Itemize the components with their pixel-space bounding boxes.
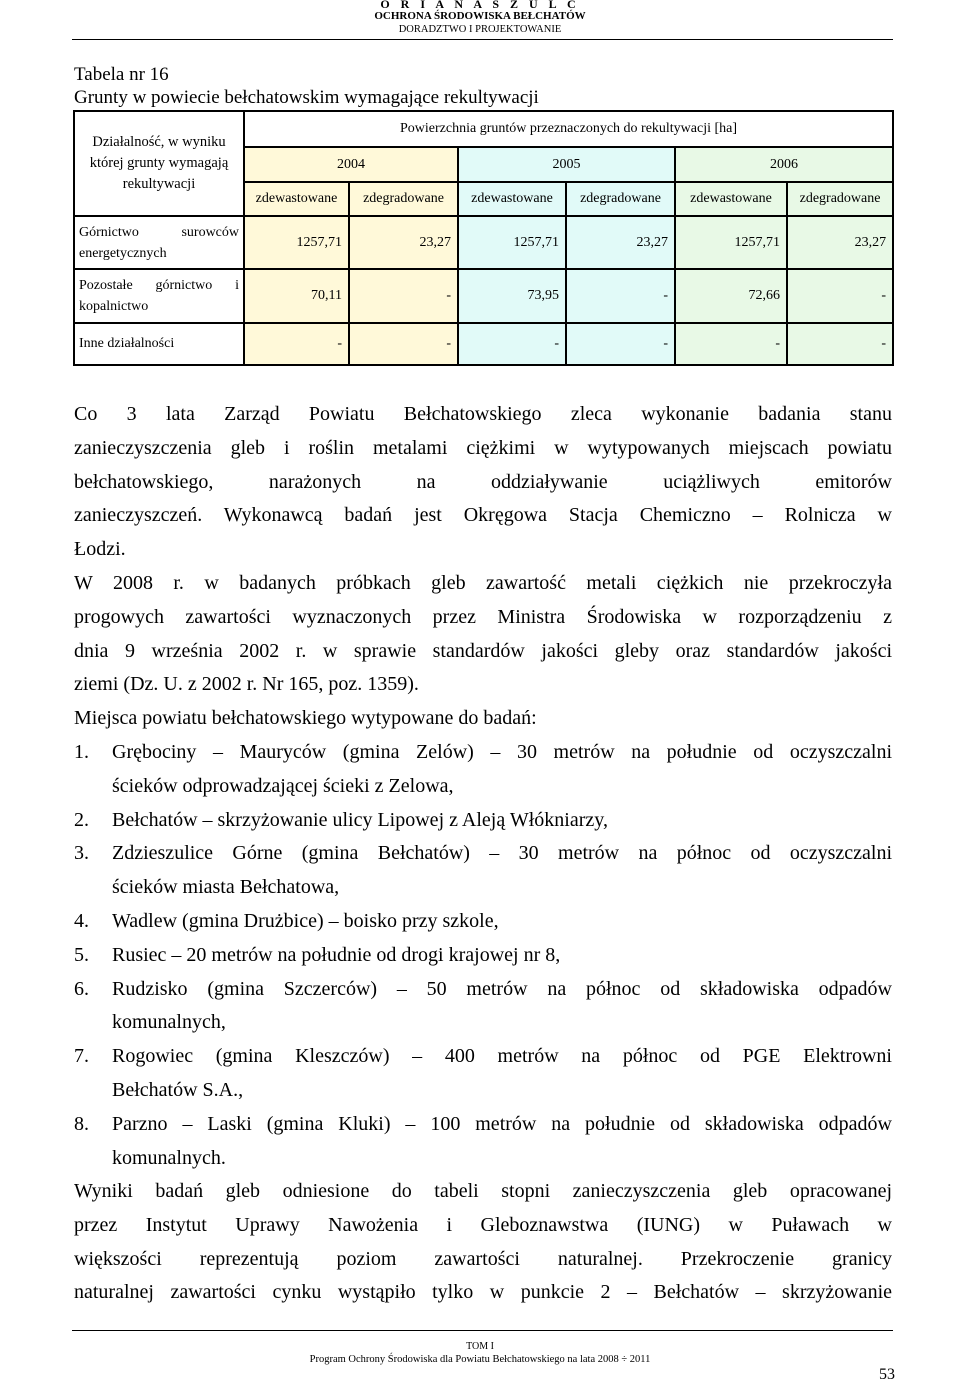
text-line: Miejsca powiatu bełchatowskiego wytypowane do badań: (74, 707, 537, 729)
list-number: 4. (74, 909, 89, 932)
list-number: 1. (74, 741, 89, 763)
year-2005: 2005 (458, 147, 675, 182)
cell-value: - (566, 323, 675, 365)
cell-value: - (458, 323, 566, 365)
row-header-cell: Działalność, w wyniku której grunty wymagają rekultywacji (74, 111, 244, 216)
text-line: Bełchatów – skrzyżowanie ulicy Lipowej z Aleją Włókniarzy, (112, 808, 608, 831)
cell-value: - (787, 323, 893, 365)
text-line: zanieczyszczenia gleb i roślin metalami ciężkimi w wytypowanych miejscach powiatu (74, 436, 892, 459)
row-label: Górnictwo surowców energetycznych (74, 216, 244, 269)
table-row (74, 216, 893, 269)
row-label: Inne działalności (74, 323, 244, 365)
header-line2: OCHRONA ŚRODOWISKA BEŁCHATÓW (374, 10, 586, 22)
cell-value: - (244, 323, 349, 365)
list-item (74, 939, 892, 973)
text-line: bełchatowskiego, narażonych na oddziaływanie uciążliwych emitorów (74, 470, 892, 493)
text-line: Wadlew (gmina Drużbice) – boisko przy szkole, (112, 909, 499, 932)
text-line: Co 3 lata Zarząd Powiatu Bełchatowskiego zleca wykonanie badania stanu (74, 403, 892, 425)
text-line: komunalnych, (112, 1011, 226, 1034)
list-number: 2. (74, 808, 89, 831)
text-line: Łodzi. (74, 538, 126, 561)
subheader: zdegradowane (349, 182, 458, 216)
table-number: Tabela nr 16 (74, 64, 169, 85)
paragraph-2008-results (74, 567, 892, 702)
text-line: Grębociny – Mauryców (gmina Zelów) – 30 metrów na południe od oczyszczalni (112, 741, 892, 763)
subheader: zdewastowane (675, 182, 787, 216)
text-line: Parzno – Laski (gmina Kluki) – 100 metrów na południe od składowiska odpadów (112, 1112, 892, 1135)
list-item (74, 905, 892, 939)
list-item (74, 1108, 892, 1176)
table-row (74, 269, 893, 323)
row-label: Pozostałe górnictwo i kopalnictwo (74, 269, 244, 323)
cell-value: - (349, 269, 458, 323)
list-number: 3. (74, 842, 89, 865)
text-line: W 2008 r. w badanych próbkach gleb zawartość metali ciężkich nie przekroczyła (74, 572, 892, 594)
text-line: przez Instytut Uprawy Nawożenia i Gleboznawstwa (IUNG) w Puławach w (74, 1213, 892, 1236)
text-line: ścieków odprowadzającej ścieki z Zelowa, (112, 774, 454, 797)
text-line: Bełchatów S.A., (112, 1078, 244, 1101)
text-line: ziemi (Dz. U. z 2002 r. Nr 165, poz. 1359). (74, 673, 419, 696)
text-line: komunalnych. (112, 1146, 226, 1169)
text-line: zanieczyszczeń. Wykonawcą badań jest Okręgowa Stacja Chemiczno – Rolnicza w (74, 504, 892, 527)
locations-list (74, 736, 892, 1175)
cell-value: - (349, 323, 458, 365)
cell-value: 1257,71 (244, 216, 349, 269)
cell-value: - (566, 269, 675, 323)
footer-divider (72, 1330, 893, 1331)
text-line: Wyniki badań gleb odniesione do tabeli stopni zanieczyszczenia gleb opracowanej (74, 1180, 892, 1202)
text-line: większości reprezentują poziom zawartości naturalnej. Przekroczenie granicy (74, 1247, 892, 1270)
text-line: dnia 9 września 2002 r. w sprawie standardów jakości gleby oraz standardów jakości (74, 639, 892, 662)
subheader: zdegradowane (566, 182, 675, 216)
list-item (74, 1040, 892, 1108)
page-number: 53 (879, 1366, 895, 1383)
header-line3: DORADZTWO I PROJEKTOWANIE (398, 24, 562, 35)
top-header-cell: Powierzchnia gruntów przeznaczonych do rekultywacji [ha] (244, 111, 893, 147)
text-line: Zdzieszulice Górne (gmina Bełchatów) – 30 metrów na północ od oczyszczalni (112, 842, 892, 865)
subheader: zdewastowane (458, 182, 566, 216)
table-title: Grunty w powiecie bełchatowskim wymagające rekultywacji (74, 87, 539, 108)
cell-value: 72,66 (675, 269, 787, 323)
page-header (0, 0, 960, 40)
table-row (74, 323, 893, 365)
cell-value: 73,95 (458, 269, 566, 323)
list-number: 8. (74, 1112, 89, 1135)
list-item (74, 973, 892, 1041)
cell-value: 1257,71 (458, 216, 566, 269)
year-2006: 2006 (675, 147, 893, 182)
list-item (74, 837, 892, 905)
reclamation-table (73, 110, 894, 366)
cell-value: - (675, 323, 787, 365)
list-item (74, 804, 892, 838)
footer-program-title: Program Ochrony Środowiska dla Powiatu Bełchatowskiego na lata 2008 ÷ 2011 (309, 1354, 651, 1365)
cell-value: 23,27 (349, 216, 458, 269)
subheader: zdegradowane (787, 182, 893, 216)
cell-value: 1257,71 (675, 216, 787, 269)
header-divider (72, 39, 893, 40)
text-line: Rudzisko (gmina Szczerców) – 50 metrów na północ od składowiska odpadów (112, 977, 892, 1000)
paragraph-locations-intro (74, 702, 892, 736)
cell-value: - (787, 269, 893, 323)
list-number: 7. (74, 1045, 89, 1068)
text-line: Rusiec – 20 metrów na południe od drogi krajowej nr 8, (112, 943, 561, 966)
header-company: O R I A N A S Z U L C (380, 0, 580, 11)
cell-value: 23,27 (566, 216, 675, 269)
year-2004: 2004 (244, 147, 458, 182)
list-number: 5. (74, 943, 89, 966)
subheader: zdewastowane (244, 182, 349, 216)
list-item (74, 736, 892, 804)
cell-value: 70,11 (244, 269, 349, 323)
paragraph-iung-results (74, 1175, 892, 1310)
footer-volume: TOM I (466, 1341, 494, 1352)
text-line: naturalnej zawartości cynku wystąpiło tylko w punkcie 2 – Bełchatów – skrzyżowanie (74, 1281, 892, 1304)
paragraph-survey-intro (74, 398, 892, 567)
list-number: 6. (74, 977, 89, 1000)
cell-value: 23,27 (787, 216, 893, 269)
text-line: ścieków miasta Bełchatowa, (112, 876, 340, 899)
text-line: Rogowiec (gmina Kleszczów) – 400 metrów na północ od PGE Elektrowni (112, 1045, 892, 1068)
text-line: progowych zawartości wyznaczonych przez Ministra Środowiska w rozporządzeniu z (74, 605, 892, 628)
